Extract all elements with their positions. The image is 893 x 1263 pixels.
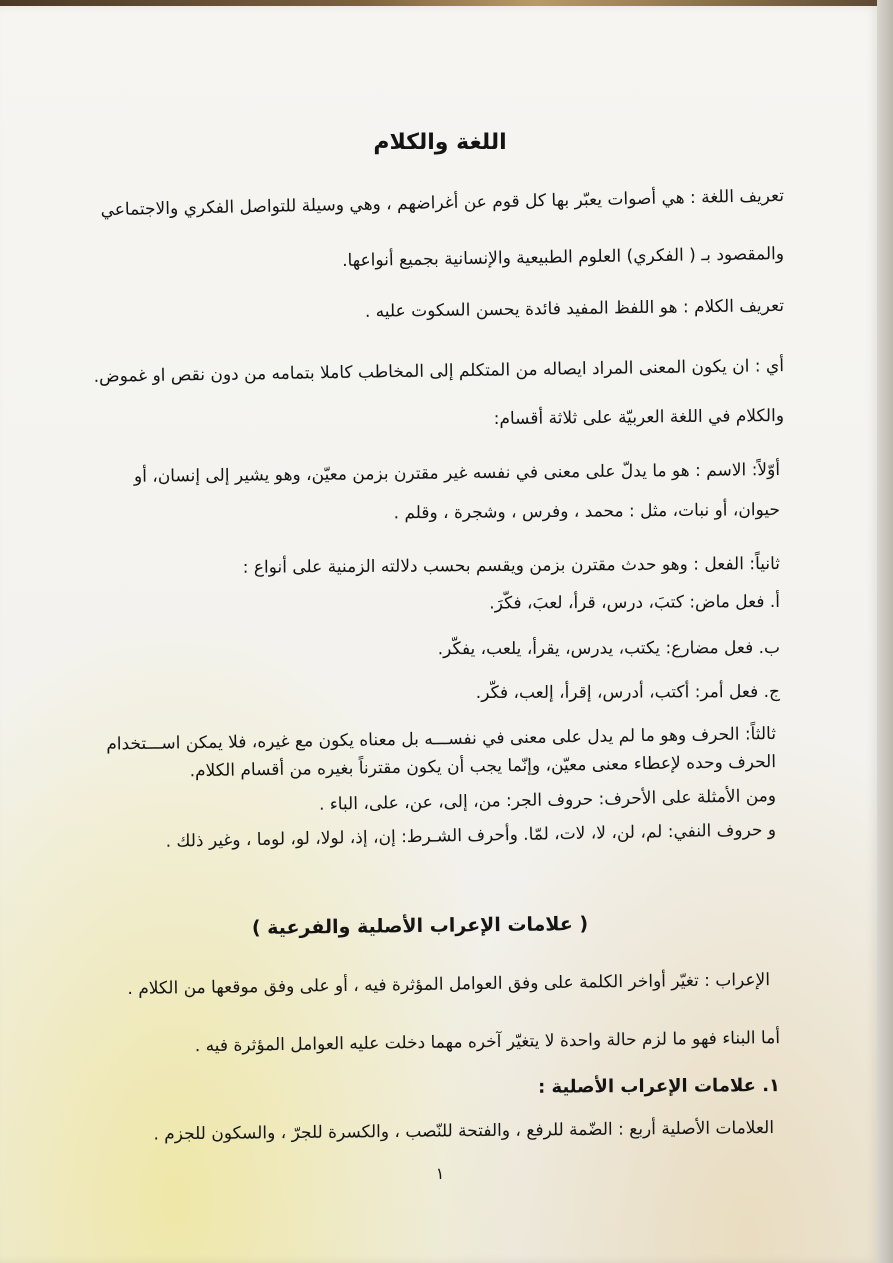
particle-examples-line-2: و حروف النفي: لم، لن، لا، لات، لمّا. وأحرف الشـرط: إن، إذ، لولا، لو، لوما ، وغير ذلك .: [165, 820, 777, 852]
language-definition-line-2: والمقصود بـ ( الفكري) العلوم الطبيعية والإنسانية بجميع أنواعها.: [341, 244, 785, 271]
verb-definition: ثانياً: الفعل : وهو حدث مقترن بزمن ويقسم بحسب دلالته الزمنية على أنواع :: [242, 554, 781, 578]
irab-definition: الإعراب : تغيّر أواخر الكلمة على وفق العوامل المؤثرة فيه ، أو على وفق موقعها من الكلام .: [127, 970, 771, 999]
original-signs-text: العلامات الأصلية أربع : الضّمة للرفع ، والفتحة للنّصب ، والكسرة للجرّ ، والسكون للجزم .: [153, 1118, 775, 1145]
language-definition-line-1: تعريف اللغة : هي أصوات يعبّر بها كل قوم عن أغراضهم ، وهي وسيلة للتواصل الفكري والاجتماعي: [100, 186, 785, 221]
section-title: ( علامات الإعراب الأصلية والفرعية ): [251, 912, 589, 940]
verb-present-example: ب. فعل مضارع: يكتب، يدرس، يقرأ، يلعب، يفكّر.: [437, 638, 781, 660]
subsection-title: ١. علامات الإعراب الأصلية :: [537, 1075, 781, 1098]
particle-definition-line-2: الحرف وحده لإعطاء معنى معيّن، وإنّما يجب أن يكون مقترناً بغيره من أقسام الكلام.: [189, 752, 777, 782]
verb-imperative-example: ج. فعل أمر: أكتب، أدرس، إقرأ، إلعب، فكّر.: [475, 682, 781, 704]
speech-definition: تعريف الكلام : هو اللفظ المفيد فائدة يحسن السكوت عليه .: [364, 296, 785, 322]
noun-definition-line-1: أوّلاً: الاسم : هو ما يدلّ على معنى في نفسه غير مقترن بزمن معيّن، وهو يشير إلى إنسان، أو: [133, 460, 781, 487]
verb-past-example: أ. فعل ماض: كتبَ، درس، قرأ، لعبَ، فكّرَ.: [489, 592, 781, 614]
divisions-intro: والكلام في اللغة العربيّة على ثلاثة أقسام:: [493, 406, 785, 430]
page-edge-shadow: [877, 0, 893, 1263]
page-number: ١: [435, 1164, 445, 1183]
page-title: اللغة والكلام: [373, 130, 507, 155]
particle-examples-line-1: ومن الأمثلة على الأحرف: حروف الجر: من، إلى، عن، على، الباء .: [318, 786, 777, 815]
binaa-definition: أما البناء فهو ما لزم حالة واحدة لا يتغيّر آخره مهما دخلت عليه العوامل المؤثرة فيه .: [194, 1028, 781, 1057]
noun-definition-line-2: حيوان، أو نبات، مثل : محمد ، وفرس ، وشجرة ، وقلم .: [393, 500, 781, 524]
meaning-explanation: أي : ان يكون المعنى المراد ايصاله من المتكلم إلى المخاطب كاملا بتمامه من دون نقص او غموض.: [93, 356, 785, 387]
particle-definition-line-1: ثالثاً: الحرف وهو ما لم يدل على معنى في نفســـه بل معناه يكون مع غيره، فلا يمكن اســـتخدام: [106, 724, 777, 755]
document-page: [0, 6, 880, 1263]
